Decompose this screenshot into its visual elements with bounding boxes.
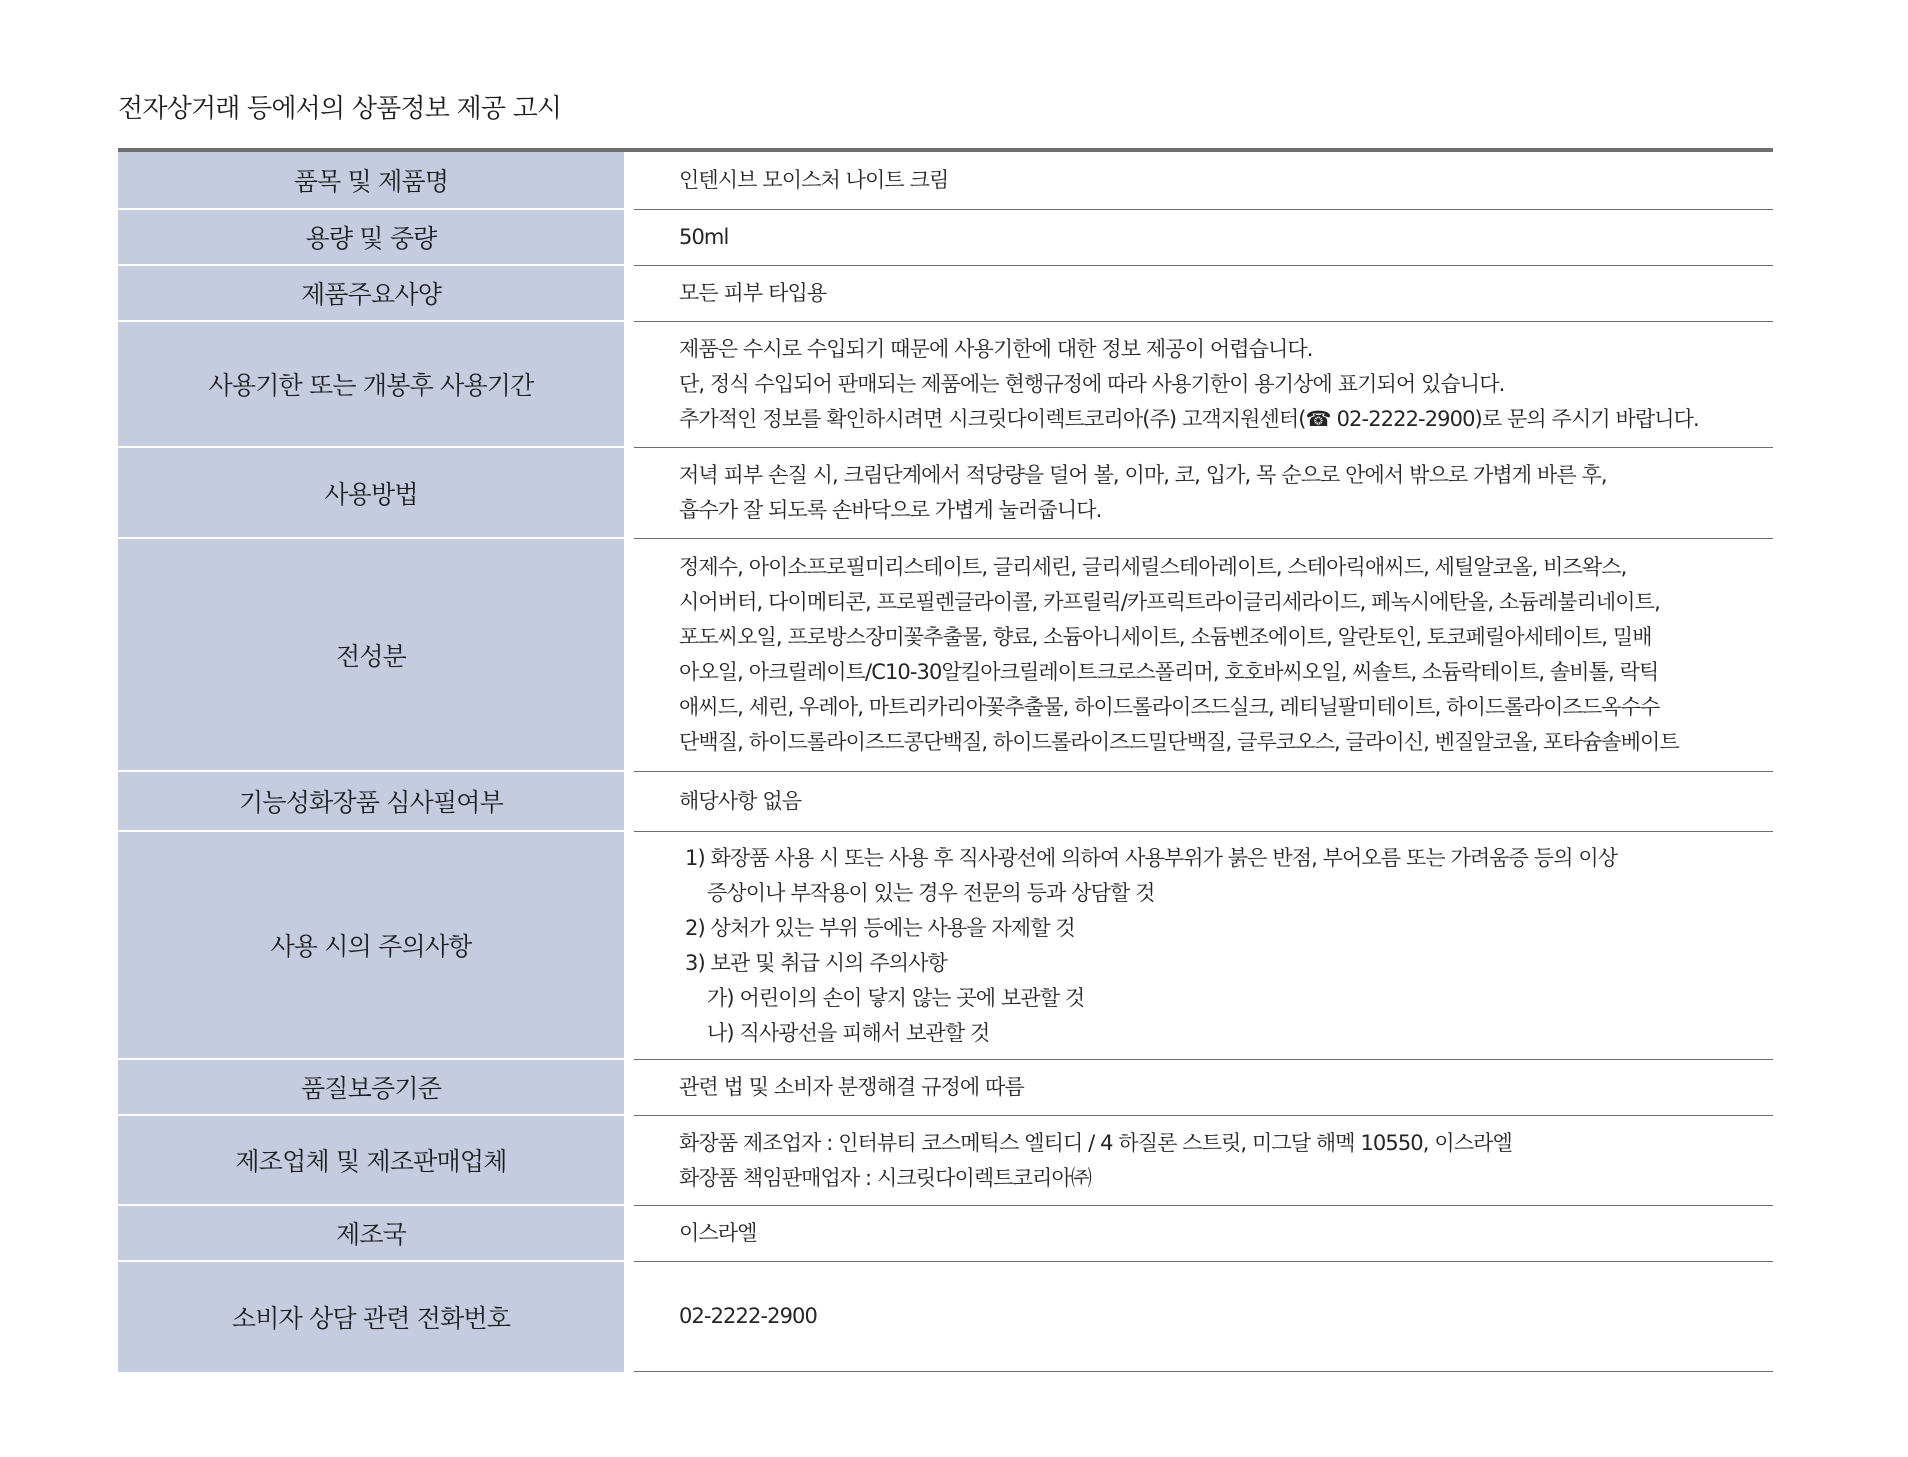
table-row: [118, 1262, 1773, 1372]
table-row: [118, 266, 1773, 322]
row-value-precautions: 1) 화장품 사용 시 또는 사용 후 직사광선에 의하여 사용부위가 붉은 반점, 부어오름 또는 가려움증 등의 이상 증상이나 부작용이 있는 경우 전문의 등과 상담할 것 2) 상처가 있는 부위 등에는 사용을 자제할 것 3) 보관 및 취급 시의 주의사항 가) 어린이의 손이 닿지 않는 곳에 보관할 것 나) 직사광선을 피해서 보관할 것: [634, 832, 1773, 1060]
row-label-product-name: 품목 및 제품명: [118, 152, 624, 210]
row-label-manufacturer: 제조업체 및 제조판매업체: [118, 1116, 624, 1206]
table-row: [118, 448, 1773, 539]
row-label-usage: 사용방법: [118, 448, 624, 539]
row-label-phone: 소비자 상담 관련 전화번호: [118, 1262, 624, 1372]
product-info-table: [118, 148, 1773, 1372]
row-label-main-spec: 제품주요사양: [118, 266, 624, 322]
table-row: [118, 1060, 1773, 1116]
table-row: [118, 539, 1773, 772]
row-value-ingredients: 정제수, 아이소프로필미리스테이트, 글리세린, 글리세릴스테아레이트, 스테아릭애씨드, 세틸알코올, 비즈왁스, 시어버터, 다이메티콘, 프로필렌글라이콜, 카프릴릭/카프릭트라이글리세라이드, 페녹시에탄올, 소듐레불리네이트, 포도씨오일, 프로방스장미꽃추출물, 향료, 소듐아니세이트, 소듐벤조에이트, 알란토인, 토코페릴아세테이트, 밀배 아오일, 아크릴레이트/C10-30알킬아크릴레이트크로스폴리머, 호호바씨오일, 씨솔트, 소듐락테이트, 솔비톨, 락틱 애씨드, 세린, 우레아, 마트리카리아꽃추출물, 하이드롤라이즈드실크, 레티닐팔미테이트, 하이드롤라이즈드옥수수 단백질, 하이드롤라이즈드콩단백질, 하이드롤라이즈드밀단백질, 글루코오스, 글라이신, 벤질알코올, 포타슘솔베이트: [634, 539, 1773, 772]
row-value-expiry: 제품은 수시로 수입되기 때문에 사용기한에 대한 정보 제공이 어렵습니다. 단, 정식 수입되어 판매되는 제품에는 현행규정에 따라 사용기한이 용기상에 표기되어 있습니다. 추가적인 정보를 확인하시려면 시크릿다이렉트코리아(주) 고객지원센터(☎ 02-2222-2900)로 문의 주시기 바랍니다.: [634, 322, 1773, 448]
table-row: [118, 832, 1773, 1060]
row-label-expiry: 사용기한 또는 개봉후 사용기간: [118, 322, 624, 448]
table-row: [118, 152, 1773, 210]
page-title: 전자상거래 등에서의 상품정보 제공 고시: [118, 94, 562, 124]
row-label-precautions: 사용 시의 주의사항: [118, 832, 624, 1060]
row-label-country: 제조국: [118, 1206, 624, 1262]
table-row: [118, 1206, 1773, 1262]
row-label-quality-standard: 품질보증기준: [118, 1060, 624, 1116]
table-row: [118, 322, 1773, 448]
row-value-product-name: 인텐시브 모이스처 나이트 크림: [634, 152, 1773, 210]
row-value-phone: 02-2222-2900: [634, 1262, 1773, 1372]
row-value-manufacturer: 화장품 제조업자 : 인터뷰티 코스메틱스 엘티디 / 4 하질론 스트릿, 미그달 해멕 10550, 이스라엘 화장품 책임판매업자 : 시크릿다이렉트코리아㈜: [634, 1116, 1773, 1206]
row-value-functional-review: 해당사항 없음: [634, 772, 1773, 832]
row-label-ingredients: 전성분: [118, 539, 624, 772]
row-value-quality-standard: 관련 법 및 소비자 분쟁해결 규정에 따름: [634, 1060, 1773, 1116]
table-row: [118, 210, 1773, 266]
row-label-capacity: 용량 및 중량: [118, 210, 624, 266]
row-value-usage: 저녁 피부 손질 시, 크림단계에서 적당량을 덜어 볼, 이마, 코, 입가, 목 순으로 안에서 밖으로 가볍게 바른 후, 흡수가 잘 되도록 손바닥으로 가볍게 눌러줍니다.: [634, 448, 1773, 539]
row-value-country: 이스라엘: [634, 1206, 1773, 1262]
row-label-functional-review: 기능성화장품 심사필여부: [118, 772, 624, 832]
row-value-capacity: 50ml: [634, 210, 1773, 266]
row-value-main-spec: 모든 피부 타입용: [634, 266, 1773, 322]
table-row: [118, 1116, 1773, 1206]
table-row: [118, 772, 1773, 832]
